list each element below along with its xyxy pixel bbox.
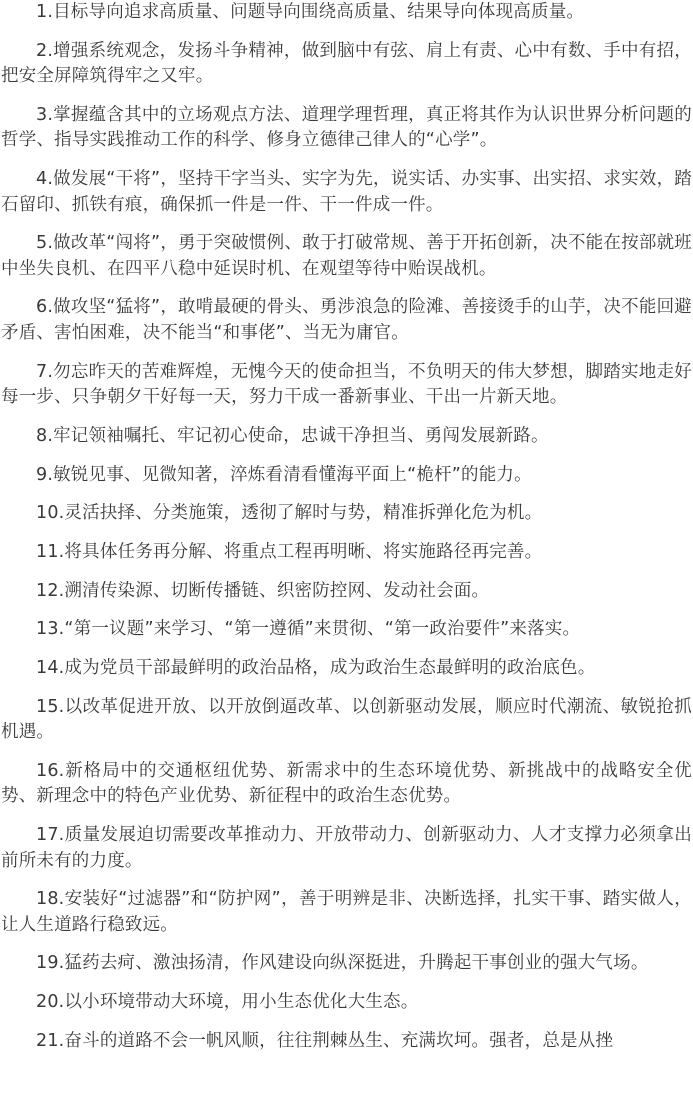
paragraph-15: 15.以改革促进开放、以开放倒逼改革、以创新驱动发展，顺应时代潮流、敏锐抢抓机遇。 bbox=[1, 696, 692, 743]
paragraph-2: 2.增强系统观念，发扬斗争精神，做到脑中有弦、肩上有责、心中有数、手中有招，把安全屏障筑得牢之又牢。 bbox=[1, 40, 692, 87]
paragraph-1: 1.目标导向追求高质量、问题导向围绕高质量、结果导向体现高质量。 bbox=[36, 2, 585, 22]
paragraph-21: 21.奋斗的道路不会一帆风顺，往往荆棘丛生、充满坎坷。强者，总是从挫 bbox=[36, 1030, 614, 1051]
paragraph-20: 20.以小环境带动大环境，用小生态优化大生态。 bbox=[36, 992, 419, 1013]
paragraph-14: 14.成为党员干部最鲜明的政治品格，成为政治生态最鲜明的政治底色。 bbox=[36, 657, 596, 678]
paragraph-17: 17.质量发展迫切需要改革推动力、开放带动力、创新驱动力、人才支撑力必须拿出前所未有的力度。 bbox=[1, 825, 692, 871]
paragraph-16: 16.新格局中的交通枢纽优势、新需求中的生态环境优势、新挑战中的战略安全优势、新理念中的特色产业优势、新征程中的政治生态优势。 bbox=[1, 760, 692, 807]
paragraph-6: 6.做攻坚“猛将”，敢啃最硬的骨头、勇涉浪急的险滩、善接烫手的山芋，决不能回避矛盾、害怕困难，决不能当“和事佬”、当无为庸官。 bbox=[1, 297, 692, 343]
paragraph-8: 8.牢记领袖嘱托、牢记初心使命，忠诚干净担当、勇闯发展新路。 bbox=[36, 425, 549, 446]
paragraph-9: 9.敏锐见事、见微知著，淬炼看清看懂海平面上“桅杆”的能力。 bbox=[36, 464, 532, 485]
paragraph-7: 7.勿忘昨天的苦难辉煌，无愧今天的使命担当，不负明天的伟大梦想，脚踏实地走好每一步、只争朝夕干好每一天，努力干成一番新事业、干出一片新天地。 bbox=[1, 361, 692, 408]
paragraph-18: 18.安装好“过滤器”和“防护网”，善于明辨是非、决断选择，扎实干事、踏实做人，让人生道路行稳致远。 bbox=[1, 889, 692, 935]
paragraph-10: 10.灵活抉择、分类施策，透彻了解时与势，精准拆弹化危为机。 bbox=[36, 503, 543, 524]
paragraph-4: 4.做发展“干将”，坚持干字当头、实字为先，说实话、办实事、出实招、求实效，踏石留印、抓铁有痕，确保抓一件是一件、干一件成一件。 bbox=[1, 169, 692, 215]
paragraph-5: 5.做改革“闯将”，勇于突破惯例、敢于打破常规、善于开拓创新，决不能在按部就班中坐失良机、在四平八稳中延误时机、在观望等待中贻误战机。 bbox=[1, 233, 692, 279]
paragraph-19: 19.猛药去疴、激浊扬清，作风建设向纵深挺进，升腾起干事创业的强大气场。 bbox=[36, 953, 649, 974]
paragraph-13: 13.“第一议题”来学习、“第一遵循”来贯彻、“第一政治要件”来落实。 bbox=[36, 619, 581, 640]
paragraph-11: 11.将具体任务再分解、将重点工程再明晰、将实施路径再完善。 bbox=[36, 541, 543, 562]
paragraph-12: 12.溯清传染源、切断传播链、织密防控网、发动社会面。 bbox=[36, 580, 490, 601]
paragraph-3: 3.掌握蕴含其中的立场观点方法、道理学理哲理，真正将其作为认识世界分析问题的哲学、指导实践推动工作的科学、修身立德律己律人的“心学”。 bbox=[1, 104, 692, 151]
